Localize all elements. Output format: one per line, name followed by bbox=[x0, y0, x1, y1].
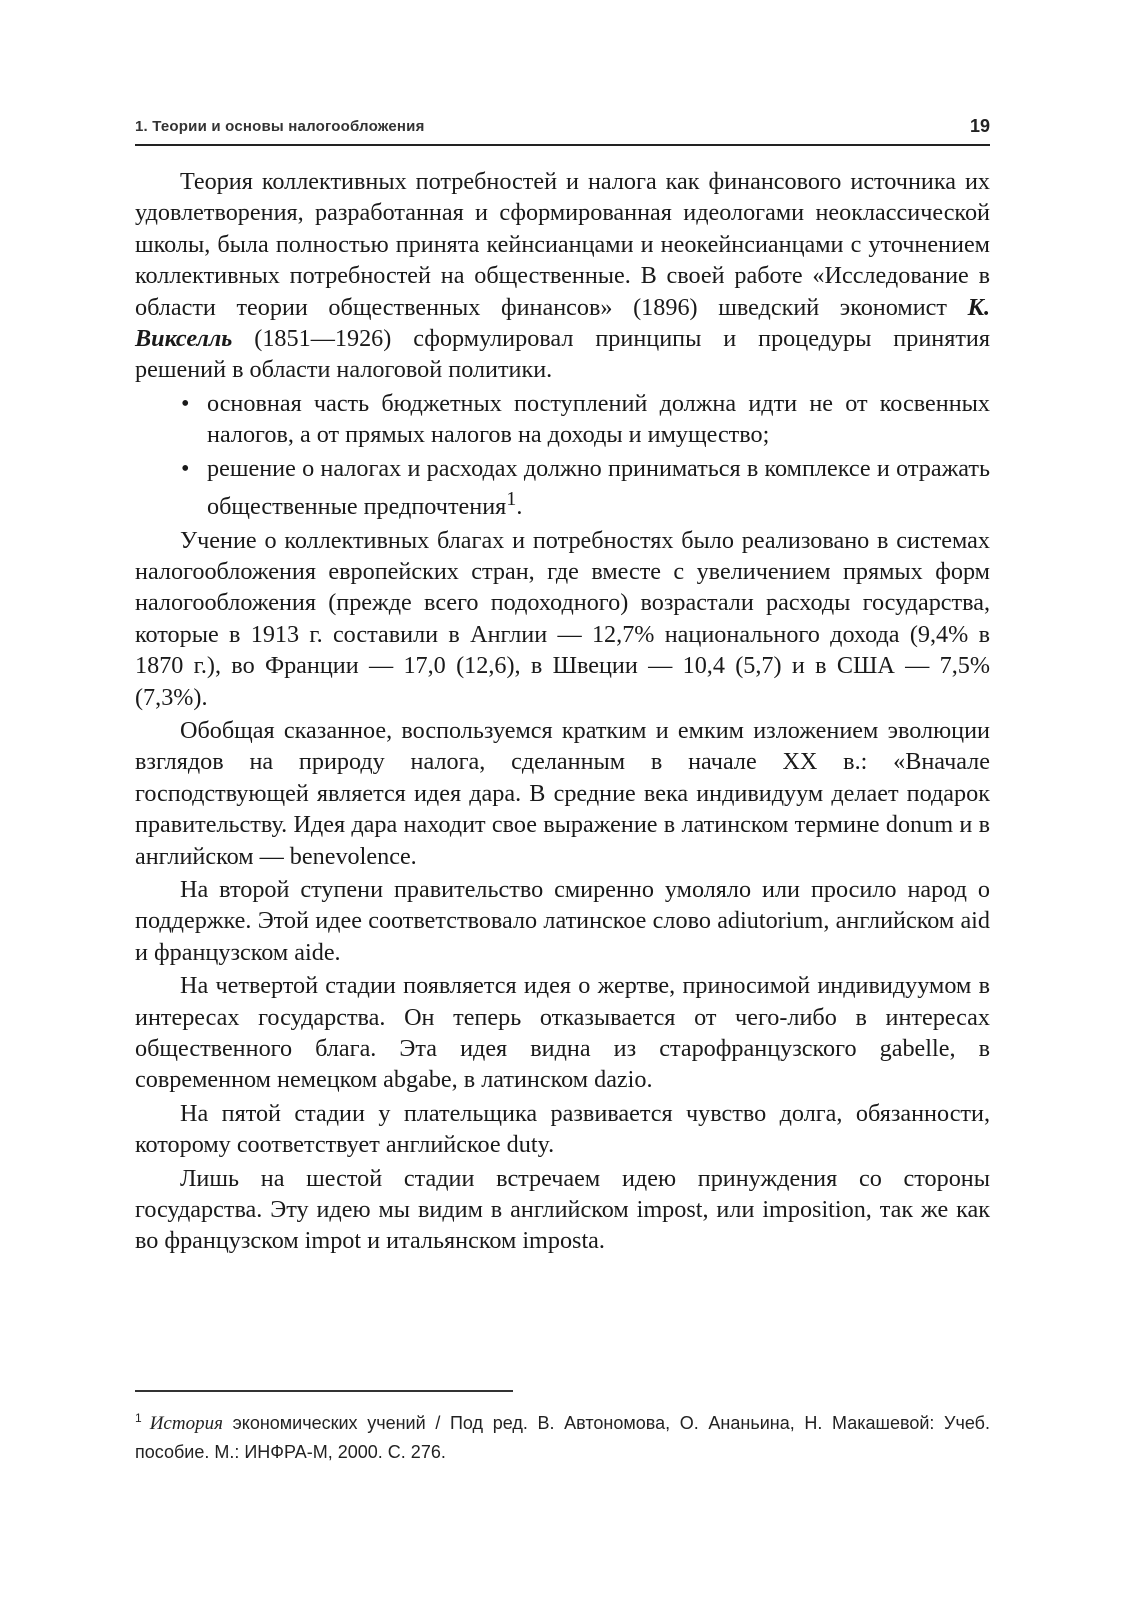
author-name: К. Викселль bbox=[135, 293, 991, 353]
paragraph-7: Лишь на шестой стадии встречаем идею принуждения со стороны государства. Эту идею мы видим в английском impost, или imposition, так же как во французском impot и итальянском imposta. bbox=[135, 1164, 990, 1255]
bullet-icon: • bbox=[181, 454, 190, 482]
footnote-reference: 1 bbox=[506, 488, 517, 511]
list-item-text: основная часть бюджетных поступлений должна идти не от косвенных налогов, а от прямых налогов на доходы и имущество; bbox=[207, 389, 990, 449]
paragraph-1 bbox=[135, 166, 990, 386]
list-item-end: . bbox=[516, 493, 523, 521]
paragraph-2: Учение о коллективных благах и потребностях было реализовано в системах налогообложения европейских стран, где вместе с увеличением прямых форм налогообложения (прежде всего подоходного) возрастали расходы государства, которые в 1913 г. составили в Англии — 12,7% национального дохода (9,4% в 1870 г.), во Франции — 17,0 (12,6), в Швеции — 10,4 (5,7) и в США — 7,5% (7,3%). bbox=[135, 526, 990, 711]
list-item bbox=[181, 453, 990, 523]
footnote bbox=[135, 1404, 990, 1466]
page-number: 19 bbox=[969, 116, 990, 136]
footnote-mark: 1 bbox=[135, 1411, 142, 1425]
main-text bbox=[135, 166, 990, 1259]
paragraph-1-text: Теория коллективных потребностей и налога как финансового источника их удовлетворения, разработанная и сформированная идеологами неоклассической школы, была полностью принята кейнсианцами и неокейнсианцами с уточнением коллективных потребностей на общественные. В своей работе «Исследование в области теории общественных финансов» (1896) шведский экономист bbox=[135, 168, 990, 321]
paragraph-6: На пятой стадии у плательщика развивается чувство долга, обязанности, которому соответствует английское duty. bbox=[135, 1099, 990, 1159]
paragraph-3: Обобщая сказанное, воспользуемся кратким и емким изложением эволюции взглядов на природу налога, сделанным в начале XX в.: «Вначале господствующей является идея дара. В средние века индивидуум делает подарок правительству. Идея дара находит свое выражение в латинском термине donum и в английском — benevolence. bbox=[135, 716, 990, 870]
paragraph-4: На второй ступени правительство смиренно умоляло или просило народ о поддержке. Этой идее соответствовало латинское слово adiutorium, английском aid и французском aide. bbox=[135, 876, 990, 966]
paragraph-5: На четвертой стадии появляется идея о жертве, приносимой индивидуумом в интересах государства. Он теперь отказывается от чего-либо в интересах общественного блага. Эта идея видна из старофранцузского gabelle, в современном немецком abgabe, в латинском dazio. bbox=[135, 972, 990, 1094]
footnote-separator bbox=[135, 1390, 513, 1392]
list-item bbox=[181, 388, 990, 451]
footnote-italic: История bbox=[149, 1413, 223, 1434]
footnote-text: экономических учений / Под ред. В. Автономова, О. Ананьина, Н. Макашевой: Учеб. пособие. М.: ИНФРА-М, 2000. С. 276. bbox=[135, 1413, 990, 1462]
principles-list bbox=[135, 388, 990, 523]
paragraph-1-tail: (1851—1926) сформулировал принципы и процедуры принятия решений в области налоговой политики. bbox=[135, 325, 990, 384]
list-item-text: решение о налогах и расходах должно приниматься в комплексе и отражать общественные предпочтения bbox=[207, 454, 990, 521]
running-title: 1. Теории и основы налогообложения bbox=[135, 118, 425, 135]
bullet-icon: • bbox=[181, 389, 190, 417]
page-header bbox=[135, 118, 990, 146]
